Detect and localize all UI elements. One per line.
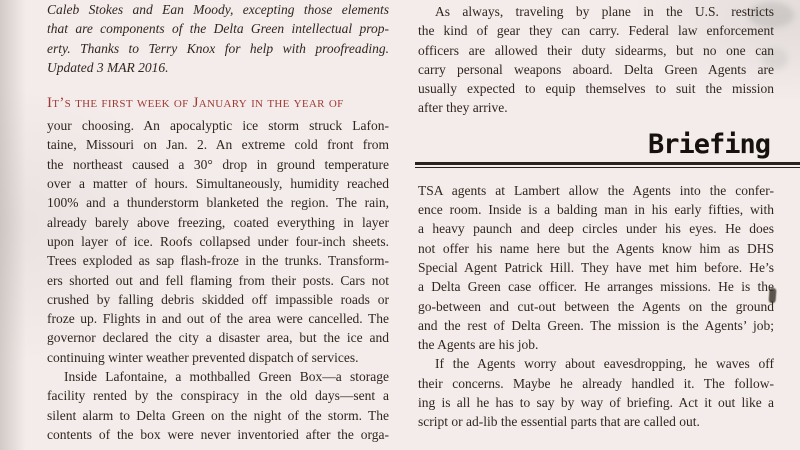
text-line: governor declared the city a disaster area, but the ice and [47, 330, 389, 346]
text-line: script or ad-lib the essential parts that are called out. [418, 414, 700, 430]
left-column [47, 0, 389, 444]
text-line: over a matter of hours. Simultaneously, humidity reached [47, 176, 389, 192]
text-line: taine, Missouri on Jan. 2. An extreme cold front from [47, 137, 389, 153]
text-line: and the rest of Delta Green. The mission is the Agents’ job; [418, 317, 774, 333]
text-line: facility rented by the conspiracy in the old days—sent a [47, 388, 389, 404]
text-line: ers shorted out and fell flaming from their posts. Cars not [47, 272, 389, 288]
text-line: silent alarm to Delta Green on the night of the storm. The [47, 407, 389, 423]
text-line: the kind of gear they can carry. Federal law enforcement [418, 23, 774, 39]
text-line: Trees exploded as sap flash-froze in the trunks. Transform- [47, 253, 389, 269]
text-line: go-between and cut-out between the Agents on the ground [418, 298, 774, 314]
text-line: officers are allowed their duty sidearms, but no one can [418, 42, 774, 58]
briefing-title: Briefing [647, 128, 770, 160]
text-line: froze up. Flights in and out of the area were cancelled. The [47, 311, 389, 327]
text-line: If the Agents worry about eavesdropping, he waves off [435, 356, 774, 372]
text-line: the Agents are his job. [418, 337, 539, 353]
text-line: erty. Thanks to Terry Knox for help with proofreading. [47, 40, 389, 56]
green-box-paragraph [47, 367, 389, 444]
briefing-header [418, 130, 774, 169]
text-line: the northeast caused a 30° drop in ground temperature [47, 156, 389, 172]
text-line: crushed by falling debris skidded off impassible roads or [47, 291, 389, 307]
text-line: TSA agents at Lambert allow the Agents into the confer- [418, 182, 774, 198]
text-line: not offer his name here but the Agents know him as DHS [418, 240, 774, 256]
text-line: contents of the box were never inventoried after the orga- [47, 426, 389, 442]
briefing-rule-divider [415, 162, 800, 169]
text-line: Inside Lafontaine, a mothballed Green Box—a storage [64, 369, 389, 385]
eavesdropping-paragraph [418, 354, 774, 431]
right-column [418, 0, 774, 432]
text-line: your choosing. An apocalyptic ice storm struck Lafon- [47, 118, 389, 134]
section-heading: It’s the first week of January in the year of [47, 95, 344, 112]
text-line: As always, traveling by plane in the U.S. restricts [435, 4, 774, 19]
text-line: continuing winter weather prevented dispatch of services. [47, 349, 359, 365]
text-line: Updated 3 MAR 2016. [47, 59, 169, 75]
text-line: a heavy paunch and deep circles under his eyes. He does [418, 221, 774, 237]
text-line: ing is all he has to say by way of briefing. Act it out like a [418, 395, 774, 411]
text-line: that are components of the Delta Green intellectual prop- [47, 21, 389, 37]
left-edge-shadow [0, 0, 26, 450]
travel-paragraph [418, 2, 774, 118]
text-line: already barely above freezing, coated everything in layer [47, 214, 389, 230]
credits-paragraph [47, 0, 389, 77]
ice-storm-paragraph [47, 116, 389, 367]
text-line: carry personal weapons aboard. Delta Green Agents are [418, 61, 774, 77]
text-line: upon layer of ice. Roofs collapsed under four-inch sheets. [47, 233, 389, 249]
text-line: a Delta Green case officer. He arranges missions. He is the [418, 279, 774, 295]
text-line: Caleb Stokes and Ean Moody, excepting those elements [47, 2, 389, 17]
text-line: usually expected to equip themselves to suit the mission [418, 81, 774, 97]
text-line: their concerns. Maybe he already handled it. The follow- [418, 375, 774, 391]
text-line: ence room. Inside is a balding man in his early fifties, with [418, 202, 774, 218]
text-line: Special Agent Patrick Hill. They have met him before. He’s [418, 259, 774, 275]
text-line: 100% and a thunderstorm blanketed the region. The rain, [47, 195, 389, 211]
tsa-paragraph [418, 181, 774, 355]
text-line: after they arrive. [418, 100, 508, 116]
